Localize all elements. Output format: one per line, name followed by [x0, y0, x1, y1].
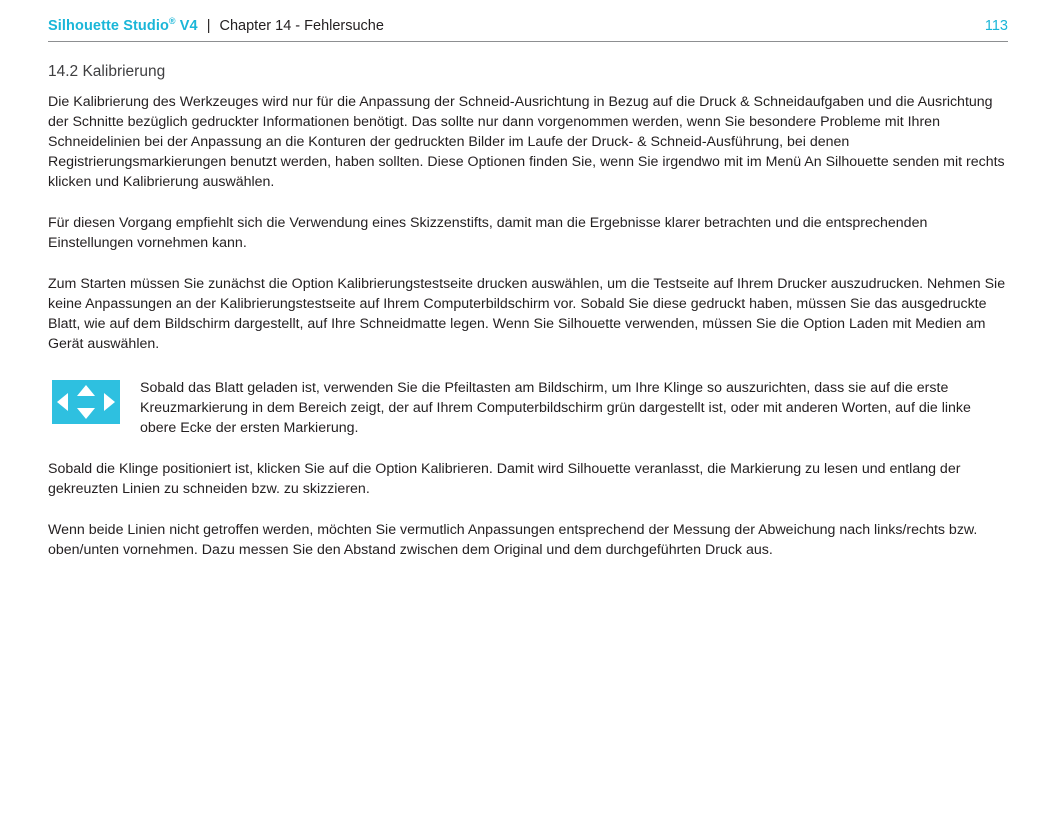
- brand-title: [48, 18, 198, 34]
- arrow-left-icon: [57, 393, 68, 411]
- arrow-up-icon: [77, 385, 95, 396]
- paragraph-1: Die Kalibrierung des Werkzeuges wird nur für die Anpassung der Schneid-Ausrichtung in Bezug auf die Druck & Schneidaufgaben und die Ausrichtung der Schnitte bezüglich gedruckter Informationen benötigt. Das sollte nur dann vorgenommen werden, wenn Sie besondere Probleme mit Ihren Schneidelinien bei der Anpassung an die Konturen der gedruckten Bilder im Laufe der Druck- & Schneid-Ausführung, bei denen Registrierungsmarkierungen benutzt werden, haben sollten. Diese Optionen finden Sie, wenn Sie irgendwo mit im Menü An Silhouette senden mit rechts klicken und Kalibrierung auswählen.: [48, 94, 1005, 191]
- four-direction-arrows-icon: [52, 380, 120, 424]
- note-block: [48, 378, 1008, 438]
- arrow-right-icon: [104, 393, 115, 411]
- brand-version: V4: [175, 18, 198, 34]
- paragraph-4: Sobald die Klinge positioniert ist, klicken Sie auf die Option Kalibrieren. Damit wird Silhouette veranlasst, die Markierung zu lesen und entlang der gekreuzten Linien zu schneiden bzw. zu skizzieren.: [48, 461, 961, 498]
- paragraph-2: Für diesen Vorgang empfiehlt sich die Verwendung eines Skizzenstifts, damit man die Ergebnisse klarer betrachten und die entsprechenden Einstellungen vornehmen kann.: [48, 215, 928, 252]
- arrow-down-icon: [77, 408, 95, 419]
- chapter-label: Chapter 14 - Fehlersuche: [219, 18, 384, 34]
- paragraph-3: Zum Starten müssen Sie zunächst die Option Kalibrierungstestseite drucken auswählen, um die Testseite auf Ihrem Drucker auszudrucken. Nehmen Sie keine Anpassungen an der Kalibrierungstestseite auf Ihrem Computerbildschirm vor. Sobald Sie diese gedruckt haben, müssen Sie das ausgedruckte Blatt, wie auf dem Bildschirm dargestellt, auf Ihre Schneidmatte legen. Wenn Sie Silhouette verwenden, müssen Sie die Option Laden mit Medien am Gerät auswählen.: [48, 276, 1006, 353]
- header-left-group: [48, 18, 384, 34]
- header-separator: |: [206, 18, 211, 34]
- paragraph-5: Wenn beide Linien nicht getroffen werden, möchten Sie vermutlich Anpassungen entsprechend der Messung der Abweichung nach links/rechts bzw. oben/unten vornehmen. Dazu messen Sie den Abstand zwischen dem Original und dem durchgeführten Druck aus.: [48, 522, 978, 559]
- registered-trademark-icon: ®: [168, 16, 176, 27]
- brand-name: Silhouette Studio: [48, 18, 169, 34]
- note-text: Sobald das Blatt geladen ist, verwenden Sie die Pfeiltasten am Bildschirm, um Ihre Klinge so auszurichten, dass sie auf die erste Kreuzmarkierung in dem Bereich zeigt, der auf Ihrem Computerbildschirm grün dargestellt ist, oder mit anderen Worten, auf die linke obere Ecke der ersten Markierung.: [140, 380, 971, 437]
- section-title: 14.2 Kalibrierung: [48, 63, 166, 80]
- page-header: [48, 18, 1008, 42]
- page-number: 113: [984, 18, 1008, 34]
